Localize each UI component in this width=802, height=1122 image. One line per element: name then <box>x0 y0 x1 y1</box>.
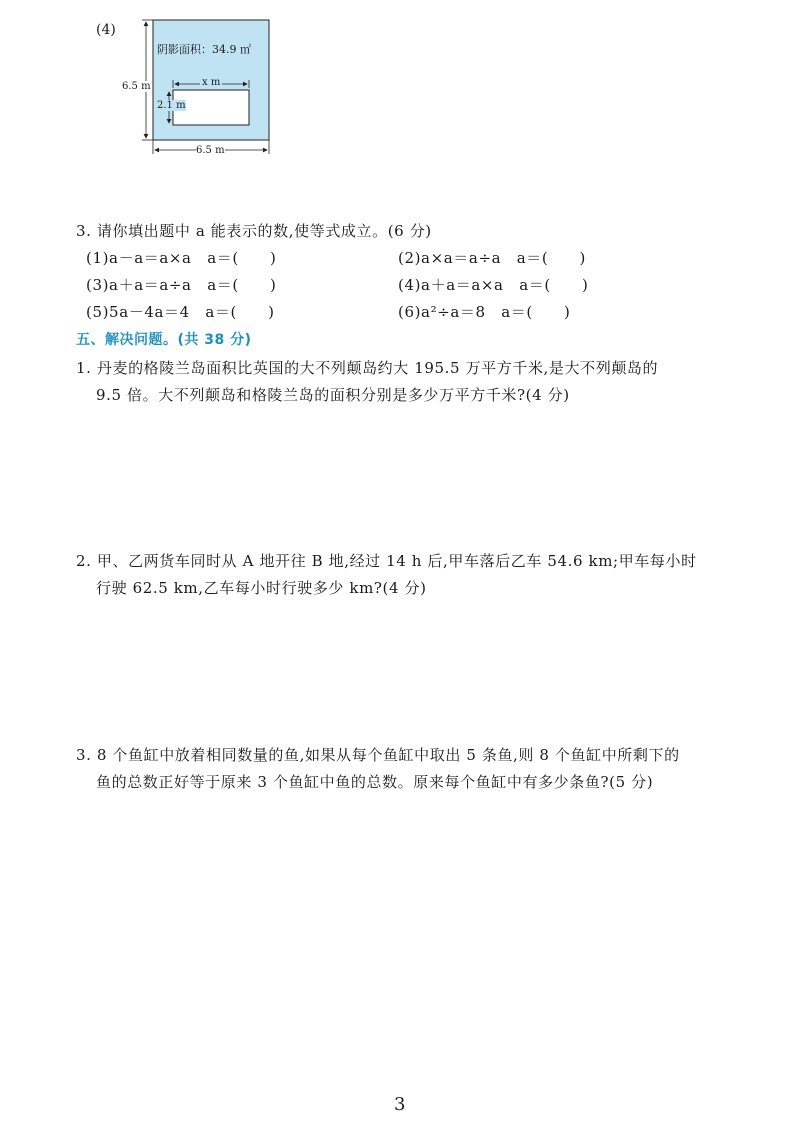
problem-3-line-1: 3. 8 个鱼缸中放着相同数量的鱼,如果从每个鱼缸中取出 5 条鱼,则 8 个鱼缸中所剩下的 <box>76 746 680 764</box>
section-title: 五、解决问题。(共 38 分) <box>76 332 252 348</box>
figure-label: (4) <box>96 22 116 38</box>
left-dimension-label: 6.5 m <box>122 81 151 92</box>
problem-1-line-1: 1. 丹麦的格陵兰岛面积比英国的大不列颠岛约大 195.5 万平方千米,是大不列颠岛的 <box>76 359 659 377</box>
q3-item-4: (4)a＋a＝a×a a＝( ) <box>398 276 589 294</box>
inner-height-label: 2.1 m <box>157 100 186 111</box>
problem-2-line-2: 行驶 62.5 km,乙车每小时行驶多少 km?(4 分) <box>96 579 427 597</box>
q3-item-1: (1)a－a＝a×a a＝( ) <box>86 249 277 267</box>
page-number: 3 <box>394 1094 406 1115</box>
shaded-area-label: 阴影面积：34.9 ㎡ <box>157 43 251 56</box>
q3-item-3: (3)a＋a＝a÷a a＝( ) <box>86 276 277 294</box>
bottom-dimension-label: 6.5 m <box>196 145 225 156</box>
q3-item-2: (2)a×a＝a÷a a＝( ) <box>398 249 587 267</box>
problem-2-line-1: 2. 甲、乙两货车同时从 A 地开往 B 地,经过 14 h 后,甲车落后乙车 54.6 km;甲车每小时 <box>76 552 697 570</box>
problem-1-line-2: 9.5 倍。大不列颠岛和格陵兰岛的面积分别是多少万平方千米?(4 分) <box>96 386 570 404</box>
q3-item-5: (5)5a－4a＝4 a＝( ) <box>86 303 275 321</box>
problem-3-line-2: 鱼的总数正好等于原来 3 个鱼缸中鱼的总数。原来每个鱼缸中有多少条鱼?(5 分) <box>96 773 654 791</box>
q3-title: 3. 请你填出题中 a 能表示的数,使等式成立。(6 分) <box>76 222 432 240</box>
inner-width-label: x m <box>202 77 221 88</box>
q3-item-6: (6)a²÷a＝8 a＝( ) <box>398 303 571 321</box>
